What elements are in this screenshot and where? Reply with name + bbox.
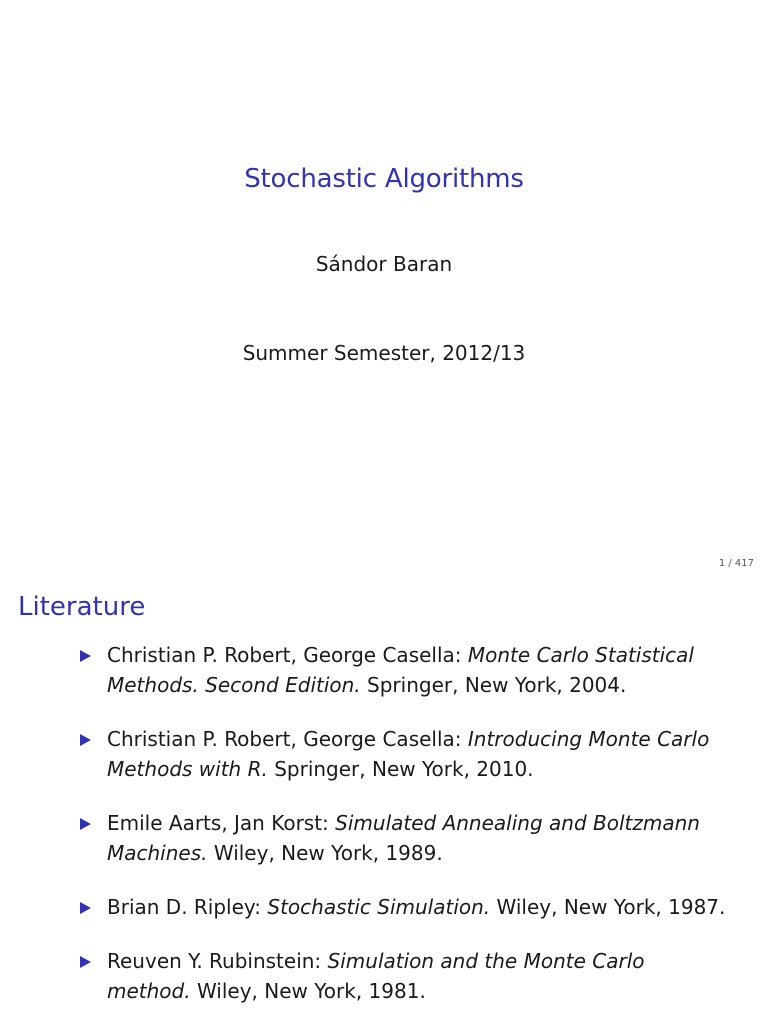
- reference-publisher: Wiley, New York, 1987.: [490, 895, 726, 919]
- reference-authors: Christian P. Robert, George Casella:: [107, 727, 468, 751]
- reference-item: [0, 724, 768, 784]
- triangle-right-icon: [80, 818, 91, 830]
- reference-item: [0, 946, 768, 1006]
- reference-work: Monte Carlo Statistical Methods. Second Edition.: [107, 643, 694, 697]
- reference-item: [0, 640, 768, 700]
- reference-item: [0, 808, 768, 868]
- semester-date: Summer Semester, 2012/13: [242, 341, 526, 365]
- reference-work: Stochastic Simulation.: [267, 895, 491, 919]
- author-name: Sándor Baran: [315, 252, 453, 276]
- page-number: 1 / 417: [718, 558, 754, 569]
- reference-work: Introducing Monte Carlo Methods with R.: [107, 727, 710, 781]
- reference-authors: Brian D. Ripley:: [107, 895, 268, 919]
- reference-authors: Christian P. Robert, George Casella:: [107, 643, 468, 667]
- reference-authors: Reuven Y. Rubinstein:: [107, 949, 328, 973]
- triangle-right-icon: [80, 650, 91, 662]
- reference-publisher: Wiley, New York, 1989.: [207, 841, 443, 865]
- reference-work: Simulation and the Monte Carlo method.: [107, 949, 645, 1003]
- reference-list: [0, 640, 768, 1024]
- presentation-title: Stochastic Algorithms: [244, 164, 524, 194]
- frame-title: Literature: [18, 592, 146, 622]
- reference-publisher: Springer, New York, 2004.: [360, 673, 627, 697]
- reference-work: Simulated Annealing and Boltzmann Machines.: [107, 811, 700, 865]
- triangle-right-icon: [80, 902, 91, 914]
- reference-item: [0, 892, 768, 922]
- triangle-right-icon: [80, 956, 91, 968]
- literature-slide: [0, 578, 768, 1024]
- reference-publisher: Springer, New York, 2010.: [267, 757, 534, 781]
- reference-authors: Emile Aarts, Jan Korst:: [107, 811, 336, 835]
- reference-publisher: Wiley, New York, 1981.: [190, 979, 426, 1003]
- triangle-right-icon: [80, 734, 91, 746]
